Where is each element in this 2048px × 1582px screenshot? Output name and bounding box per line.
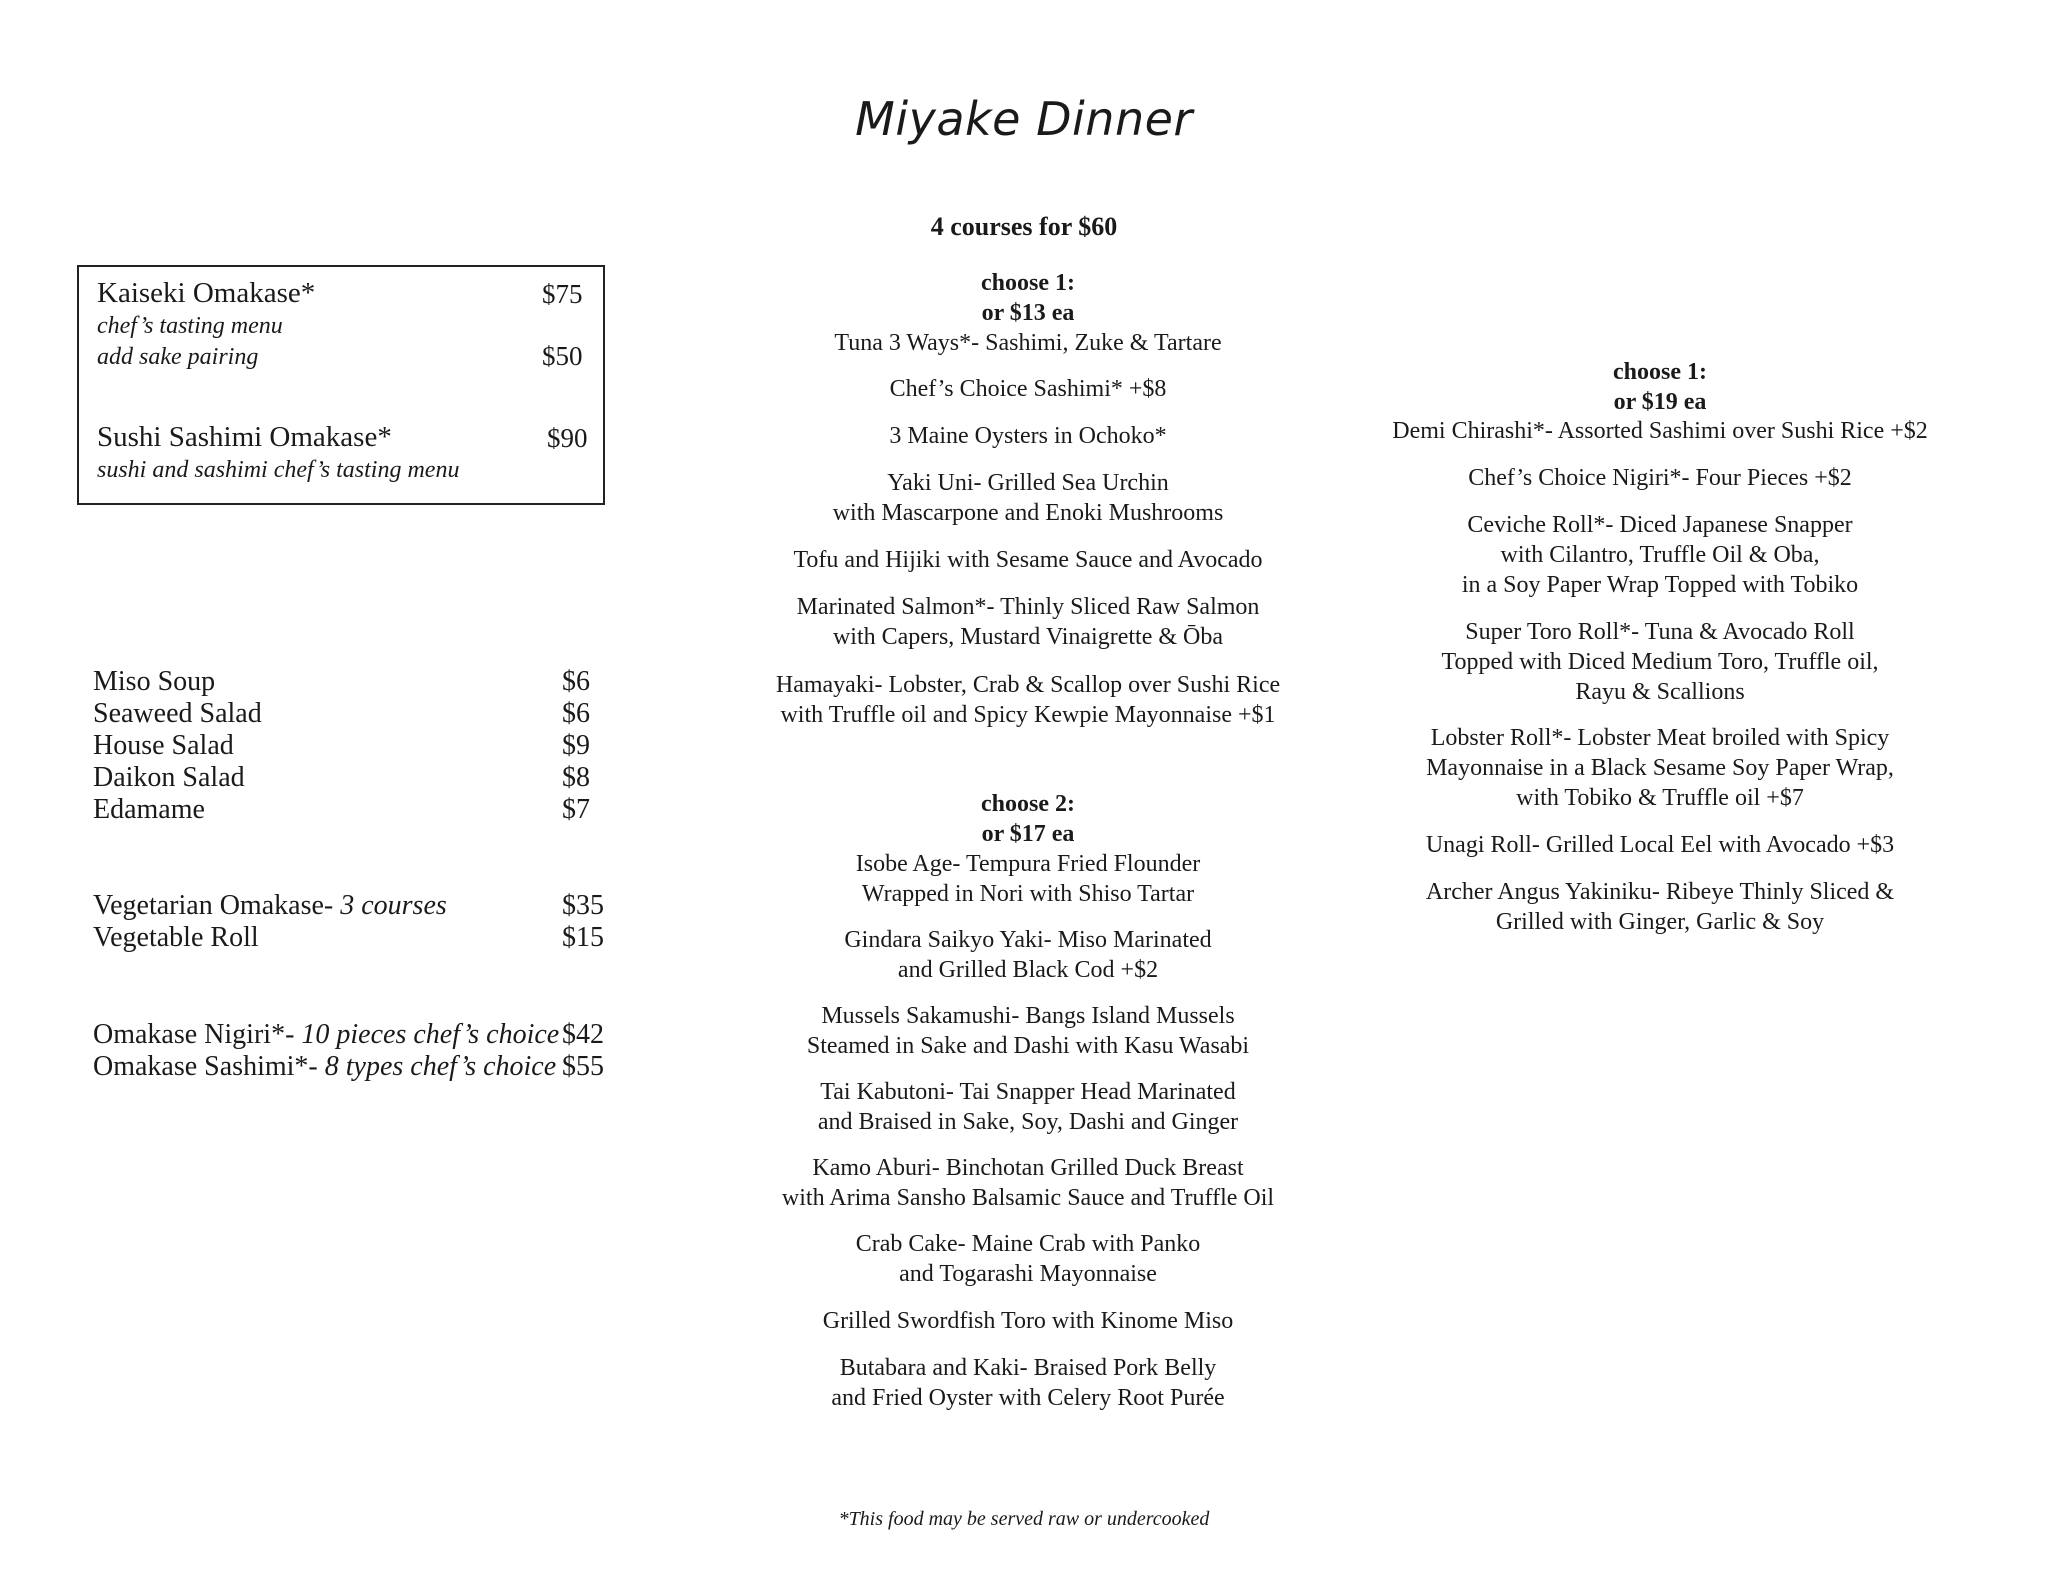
course3-item-line3: with Tobiko & Truffle oil +$7 <box>1516 785 1804 811</box>
course3-item: Archer Angus Yakiniku- Ribeye Thinly Sliced & <box>1425 879 1895 905</box>
side-item-price: $9 <box>562 730 590 761</box>
omakase-nigiri-note: 10 pieces chef’s choice <box>294 1019 560 1050</box>
side-item-name: House Salad <box>93 730 234 761</box>
omakase-nigiri-price: $42 <box>562 1019 604 1050</box>
kaiseki-omakase-desc: chef’s tasting menu <box>97 313 283 339</box>
course3-item-line2: Mayonnaise in a Black Sesame Soy Paper Wrap, <box>1426 755 1894 781</box>
kaiseki-omakase-price: $75 <box>542 279 583 309</box>
course2-item: Gindara Saikyo Yaki- Miso Marinated <box>844 927 1212 953</box>
vegetable-roll-name: Vegetable Roll <box>93 922 259 953</box>
course-column-right <box>1330 0 1990 1582</box>
course3-item-line2: with Cilantro, Truffle Oil & Oba, <box>1500 542 1820 568</box>
course2-item-line2: with Arima Sansho Balsamic Sauce and Truffle Oil <box>781 1185 1275 1211</box>
vegetarian-omakase-note: 3 courses <box>333 890 447 921</box>
side-item-price: $6 <box>562 698 590 729</box>
side-item-price: $6 <box>562 666 590 697</box>
sake-pairing-price: $50 <box>542 341 583 371</box>
course2-item-line2: and Fried Oyster with Celery Root Purée <box>831 1385 1225 1411</box>
omakase-nigiri-item <box>93 1019 559 1051</box>
side-item-name: Seaweed Salad <box>93 698 262 729</box>
course3-item: Chef’s Choice Nigiri*- Four Pieces +$2 <box>1468 465 1852 491</box>
course2-item: Mussels Sakamushi- Bangs Island Mussels <box>821 1003 1235 1029</box>
vegetable-roll-item <box>93 922 259 954</box>
course3-item: Lobster Roll*- Lobster Meat broiled with Spicy <box>1430 725 1890 751</box>
omakase-nigiri-name: Omakase Nigiri*- <box>93 1019 295 1050</box>
course1-item-line2: with Capers, Mustard Vinaigrette & Ōba <box>832 624 1224 650</box>
side-item-name: Daikon Salad <box>93 762 245 793</box>
course1-item: Tofu and Hijiki with Sesame Sauce and Avocado <box>793 547 1263 573</box>
kaiseki-omakase-name: Kaiseki Omakase* <box>97 277 316 309</box>
course1-item: Tuna 3 Ways*- Sashimi, Zuke & Tartare <box>834 330 1222 356</box>
side-item-price: $7 <box>562 794 590 825</box>
course-column-center <box>728 0 1328 1582</box>
course3-subheader: or $19 ea <box>1613 389 1707 415</box>
course2-item-line2: and Braised in Sake, Soy, Dashi and Ginger <box>817 1109 1239 1135</box>
course1-item-line2: with Mascarpone and Enoki Mushrooms <box>832 500 1224 526</box>
vegetarian-omakase-item <box>93 890 447 922</box>
course3-item-line3: in a Soy Paper Wrap Topped with Tobiko <box>1461 572 1859 598</box>
course1-item: Chef’s Choice Sashimi* +$8 <box>889 376 1167 402</box>
side-item-name: Miso Soup <box>93 666 216 697</box>
course2-item: Butabara and Kaki- Braised Pork Belly <box>839 1355 1217 1381</box>
page-title: Miyake Dinner <box>855 92 1193 146</box>
course1-item: 3 Maine Oysters in Ochoko* <box>889 423 1167 449</box>
sushi-sashimi-omakase-desc: sushi and sashimi chef’s tasting menu <box>97 457 460 483</box>
side-item-price: $8 <box>562 762 590 793</box>
course3-item: Super Toro Roll*- Tuna & Avocado Roll <box>1465 619 1855 645</box>
course2-item: Kamo Aburi- Binchotan Grilled Duck Breast <box>812 1155 1244 1181</box>
course2-item-line2: and Grilled Black Cod +$2 <box>897 957 1159 983</box>
vegetarian-omakase-name: Vegetarian Omakase- <box>93 890 334 921</box>
vegetarian-omakase-price: $35 <box>562 890 604 921</box>
course1-header: choose 1: <box>981 270 1075 296</box>
course3-header: choose 1: <box>1613 359 1707 385</box>
course2-item: Grilled Swordfish Toro with Kinome Miso <box>822 1308 1234 1334</box>
course2-item-line2: Wrapped in Nori with Shiso Tartar <box>861 881 1195 907</box>
course2-item-line2: and Togarashi Mayonnaise <box>899 1261 1157 1287</box>
vegetable-roll-price: $15 <box>562 922 604 953</box>
sake-pairing-label: add sake pairing <box>97 344 259 370</box>
course2-item-line2: Steamed in Sake and Dashi with Kasu Wasabi <box>806 1033 1250 1059</box>
raw-food-footnote: *This food may be served raw or undercooked <box>838 1508 1210 1530</box>
course3-item: Ceviche Roll*- Diced Japanese Snapper <box>1467 512 1853 538</box>
omakase-sashimi-item <box>93 1051 556 1083</box>
omakase-box <box>77 265 605 505</box>
side-item-name: Edamame <box>93 794 205 825</box>
omakase-sashimi-price: $55 <box>562 1051 604 1082</box>
course2-header: choose 2: <box>981 791 1075 817</box>
course2-item: Tai Kabutoni- Tai Snapper Head Marinated <box>820 1079 1236 1105</box>
course3-item: Demi Chirashi*- Assorted Sashimi over Sushi Rice +$2 <box>1392 418 1928 444</box>
course2-item: Isobe Age- Tempura Fried Flounder <box>855 851 1201 877</box>
course1-item: Yaki Uni- Grilled Sea Urchin <box>887 470 1169 496</box>
omakase-sashimi-name: Omakase Sashimi*- <box>93 1051 318 1082</box>
course2-subheader: or $17 ea <box>981 821 1075 847</box>
sushi-sashimi-omakase-price: $90 <box>547 423 588 453</box>
course1-item: Hamayaki- Lobster, Crab & Scallop over Sushi Rice <box>775 672 1281 698</box>
course3-item: Unagi Roll- Grilled Local Eel with Avocado +$3 <box>1425 832 1895 858</box>
prix-fixe-subtitle: 4 courses for $60 <box>930 212 1118 241</box>
course3-item-line2: Grilled with Ginger, Garlic & Soy <box>1495 909 1825 935</box>
course2-item: Crab Cake- Maine Crab with Panko <box>855 1231 1201 1257</box>
course1-item: Marinated Salmon*- Thinly Sliced Raw Salmon <box>796 594 1260 620</box>
course3-item-line3: Rayu & Scallions <box>1575 679 1745 705</box>
sushi-sashimi-omakase-name: Sushi Sashimi Omakase* <box>97 421 392 453</box>
course1-item-line2: with Truffle oil and Spicy Kewpie Mayonnaise +$1 <box>780 702 1276 728</box>
course1-subheader: or $13 ea <box>981 300 1075 326</box>
omakase-sashimi-note: 8 types chef’s choice <box>317 1051 557 1082</box>
course3-item-line2: Topped with Diced Medium Toro, Truffle oil, <box>1441 649 1879 675</box>
